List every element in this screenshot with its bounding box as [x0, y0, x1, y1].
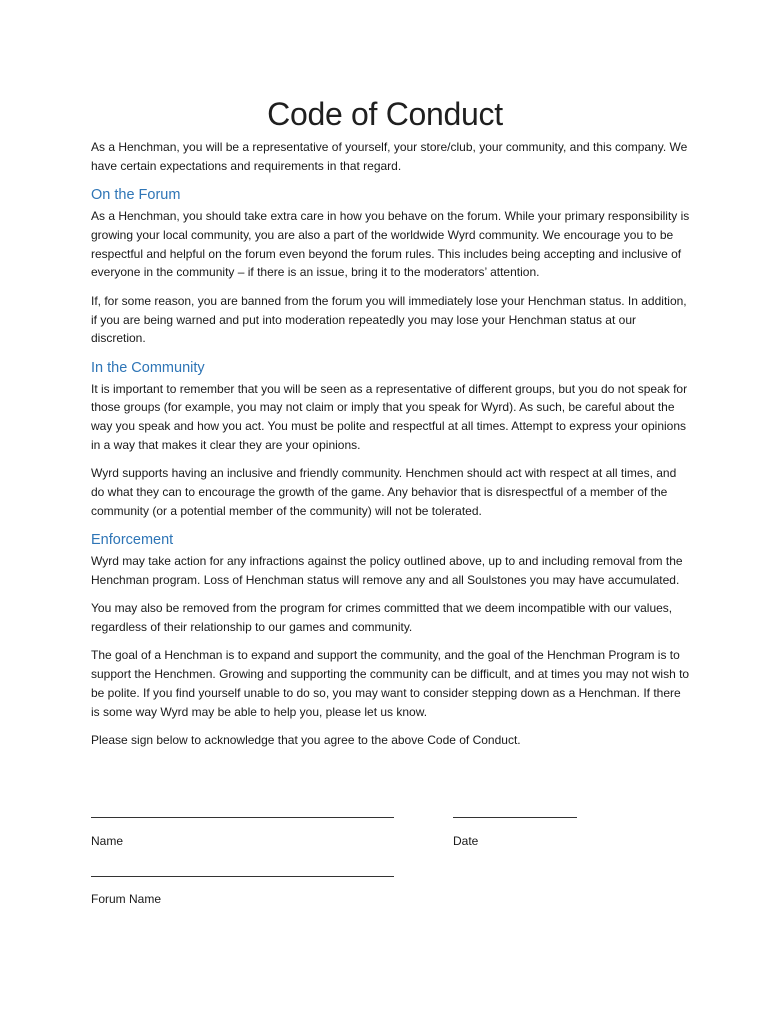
- section-heading-forum: On the Forum: [91, 187, 181, 204]
- enforcement-paragraph-2: You may also be removed from the program for crimes committed that we deem incompatible with our values, regardless of their relationship to our games and community.: [91, 601, 673, 635]
- name-signature-line[interactable]: [91, 817, 394, 818]
- section-heading-community: In the Community: [91, 359, 205, 376]
- forum-paragraph-2: If, for some reason, you are banned from the forum you will immediately lose your Henchman status. In addition, if you are being warned and put into moderation repeatedly you may lose your Henchman status at our discretion.: [91, 293, 687, 346]
- page-title: Code of Conduct: [267, 96, 503, 132]
- community-paragraph-2: Wyrd supports having an inclusive and friendly community. Henchmen should act with respect at all times, and do what they can to encourage the growth of the game. Any behavior that is disrespectful of a member of the community (or a potential member of the community) will not be tolerated.: [91, 466, 677, 518]
- section-heading-enforcement: Enforcement: [91, 532, 174, 549]
- forum-name-signature-line[interactable]: [91, 876, 394, 877]
- intro-paragraph: As a Henchman, you will be a representative of yourself, your store/club, your community, and this company. We have certain expectations and requirements in that regard.: [91, 140, 688, 173]
- name-label: Name: [91, 834, 124, 848]
- enforcement-paragraph-1: Wyrd may take action for any infractions against the policy outlined above, up to and including removal from the Henchman program. Loss of Henchman status will remove any and all Soulstones you may have accumulated.: [91, 554, 683, 588]
- document-body: [91, 138, 691, 759]
- date-signature-line[interactable]: [453, 817, 577, 818]
- date-label: Date: [453, 834, 479, 848]
- sign-instruction: Please sign below to acknowledge that you agree to the above Code of Conduct.: [91, 733, 521, 748]
- enforcement-paragraph-3: The goal of a Henchman is to expand and support the community, and the goal of the Henchman Program is to support the Henchmen. Growing and supporting the community can be difficult, and at times you may not wish to be polite. If you find yourself unable to do so, you may want to consider stepping down as a Henchman. If there is some way Wyrd may be able to help you, please let us know.: [91, 648, 690, 719]
- forum-paragraph-1: As a Henchman, you should take extra care in how you behave on the forum. While your primary responsibility is growing your local community, you are also a part of the worldwide Wyrd community. We encourage you to be respectful and helpful on the forum even beyond the forum rules. This includes being accepting and inclusive of everyone in the community – if there is an issue, bring it to the moderators’ attention.: [91, 209, 690, 280]
- forum-name-label: Forum Name: [91, 892, 162, 906]
- community-paragraph-1: It is important to remember that you will be seen as a representative of different groups, but you do not speak for those groups (for example, you may not claim or imply that you speak for Wyrd). As such, be careful about the way you speak and how you act. You must be polite and respectful at all times. Attempt to express your opinions in a way that makes it clear they are your opinions.: [91, 381, 688, 453]
